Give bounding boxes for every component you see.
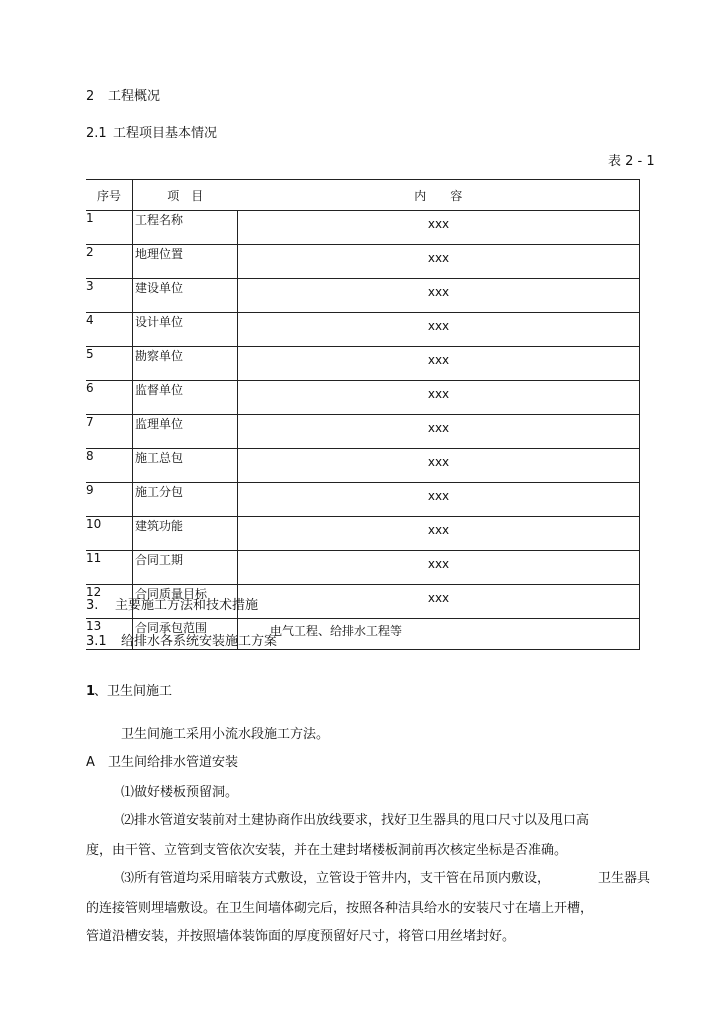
row-value: xxx xyxy=(238,245,640,279)
row-item: 合同承包范围 xyxy=(133,619,238,650)
table-row xyxy=(86,211,640,245)
row-no: 12 xyxy=(86,585,133,619)
row-item: 施工总包 xyxy=(133,449,238,483)
row-item: 监督单位 xyxy=(133,381,238,415)
table-row xyxy=(86,483,640,517)
row-value: xxx xyxy=(238,551,640,585)
table-row xyxy=(86,381,640,415)
subsection-a-letter: A xyxy=(86,755,95,770)
table-row xyxy=(86,279,640,313)
section-3-1-title: 给排水各系统安装施工方案 xyxy=(121,634,278,649)
list-item-3-line-3: 管道沿槽安装，并按照墙体装饰面的厚度预留好尺寸，将管口用丝堵封好。 xyxy=(86,929,516,944)
list-item-3-line-1: ⑶所有管道均采用暗装方式敷设，立管设于管井内，支干管在吊顶内敷设， xyxy=(121,871,551,886)
section-2-number: 2 xyxy=(86,89,95,104)
list-item-3-line-2: 的连接管则埋墙敷设。在卫生间墙体砌完后，按照各种洁具给水的安装尺寸在墙上开槽， xyxy=(86,901,594,916)
row-value: xxx xyxy=(238,381,640,415)
row-value: xxx xyxy=(238,415,640,449)
row-value: xxx xyxy=(238,347,640,381)
section-2-1-number: 2.1 xyxy=(86,126,107,141)
table-header-row xyxy=(86,180,640,211)
row-value: xxx xyxy=(238,279,640,313)
row-no: 6 xyxy=(86,381,133,415)
row-no: 1 xyxy=(86,211,133,245)
row-value: xxx xyxy=(238,585,640,619)
row-item: 建筑功能 xyxy=(133,517,238,551)
section-3-1-number: 3.1 xyxy=(86,634,107,649)
table-row xyxy=(86,415,640,449)
row-value: xxx xyxy=(238,313,640,347)
header-content: 内 容 xyxy=(238,180,640,211)
table-caption: 表 2 - 1 xyxy=(608,154,655,169)
table-row xyxy=(86,551,640,585)
list-item-3-line-1-end: 卫生器具 xyxy=(598,871,651,886)
table-row xyxy=(86,517,640,551)
row-item: 合同工期 xyxy=(133,551,238,585)
row-no: 8 xyxy=(86,449,133,483)
row-item: 工程名称 xyxy=(133,211,238,245)
row-item: 合同质量目标 xyxy=(133,585,238,619)
row-value: xxx xyxy=(238,449,640,483)
row-no: 7 xyxy=(86,415,133,449)
list-item-2-line-2: 度，由干管、立管到支管依次安装，并在土建封堵楼板洞前再次核定坐标是否准确。 xyxy=(86,843,568,858)
table-row xyxy=(86,313,640,347)
table-row xyxy=(86,347,640,381)
row-no: 2 xyxy=(86,245,133,279)
row-no: 9 xyxy=(86,483,133,517)
paragraph-intro: 卫生间施工采用小流水段施工方法。 xyxy=(121,727,330,742)
row-item: 地理位置 xyxy=(133,245,238,279)
row-no: 10 xyxy=(86,517,133,551)
table-row xyxy=(86,245,640,279)
header-item: 项 目 xyxy=(133,180,238,211)
header-no: 序号 xyxy=(86,180,133,211)
row-item: 施工分包 xyxy=(133,483,238,517)
project-info-table xyxy=(86,179,640,650)
row-item: 监理单位 xyxy=(133,415,238,449)
row-value: xxx xyxy=(238,211,640,245)
section-2-title: 工程概况 xyxy=(108,89,161,104)
subsection-a-title: 卫生间给排水管道安装 xyxy=(108,755,239,770)
row-item: 设计单位 xyxy=(133,313,238,347)
row-no: 3 xyxy=(86,279,133,313)
section-3-number: 3. xyxy=(86,598,99,613)
row-value: xxx xyxy=(238,517,640,551)
row-value: 电气工程、给排水工程等 xyxy=(238,619,640,650)
list-item-2-line-1: ⑵排水管道安装前对土建协商作出放线要求，找好卫生器具的甩口尺寸以及甩口高 xyxy=(121,813,590,828)
row-no: 5 xyxy=(86,347,133,381)
row-item: 勘察单位 xyxy=(133,347,238,381)
row-no: 11 xyxy=(86,551,133,585)
list-item-1: ⑴做好楼板预留洞。 xyxy=(121,785,239,800)
row-item: 建设单位 xyxy=(133,279,238,313)
subsection-1-number: 1 xyxy=(86,684,96,699)
row-no: 13 xyxy=(86,619,133,650)
section-3-title: 主要施工方法和技术措施 xyxy=(115,598,259,613)
table-row xyxy=(86,449,640,483)
subsection-1-title: 、卫生间施工 xyxy=(94,684,173,699)
row-no: 4 xyxy=(86,313,133,347)
section-2-1-title: 工程项目基本情况 xyxy=(113,126,218,141)
row-value: xxx xyxy=(238,483,640,517)
